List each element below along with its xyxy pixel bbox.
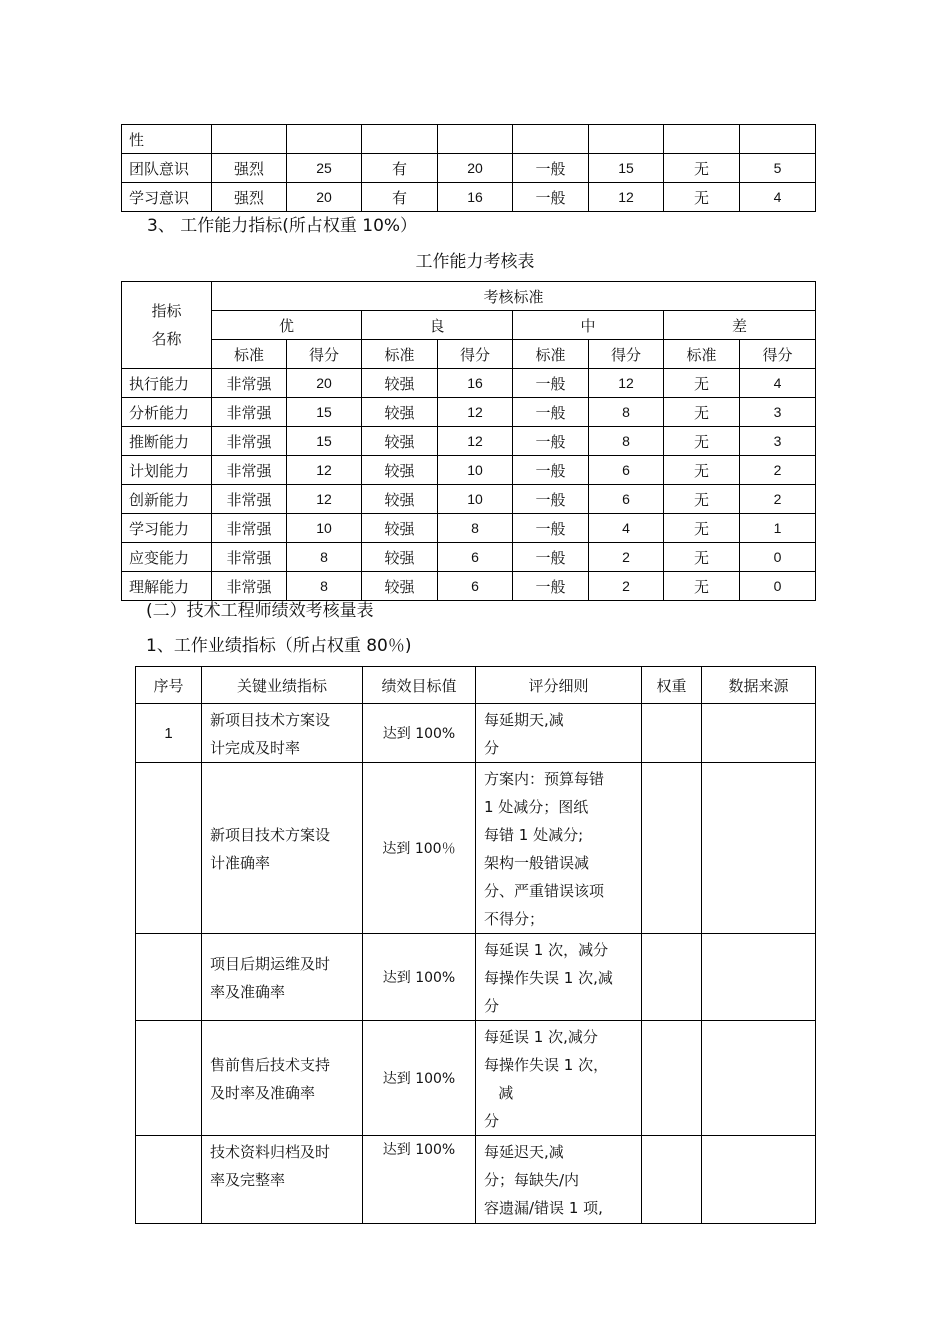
attitude-table-body (122, 125, 816, 212)
indicator-name-cell: 团队意识 (122, 154, 212, 183)
rule-text-line: 每操作失误 1 次， (484, 1056, 609, 1074)
score-cell: 25 (287, 154, 362, 183)
source-cell (702, 704, 816, 763)
row-number-cell (136, 1021, 202, 1136)
score-cell: 16 (438, 369, 513, 398)
score-cell: 20 (438, 154, 513, 183)
kpi-cell (202, 934, 363, 1021)
table-row (122, 154, 816, 183)
table-row (136, 763, 816, 934)
source-cell (702, 1021, 816, 1136)
score-cell: 3 (740, 398, 816, 427)
score-cell: 6 (438, 572, 513, 601)
subheader-standard: 标准 (362, 340, 438, 369)
ability-name-cell: 应变能力 (122, 543, 212, 572)
standard-cell: 较强 (362, 572, 438, 601)
subheader-standard: 标准 (513, 340, 589, 369)
standard-cell: 非常强 (212, 514, 287, 543)
rule-text-line: 每延误 1 次，减分 (484, 941, 609, 959)
standard-cell: 无 (664, 183, 740, 212)
kpi-text-line: 计完成及时率 (210, 739, 301, 757)
table-row (136, 1021, 816, 1136)
rule-text-line: 每错 1 处减分; (484, 826, 584, 844)
standard-cell: 较强 (362, 369, 438, 398)
table-row (122, 456, 816, 485)
subheader-score: 得分 (438, 340, 513, 369)
source-cell (702, 763, 816, 934)
ability-name-cell: 创新能力 (122, 485, 212, 514)
standard-cell: 一般 (513, 183, 589, 212)
ability-table-body (122, 369, 816, 601)
header-rules: 评分细则 (476, 667, 642, 704)
row-number-cell (136, 934, 202, 1021)
kpi-text-line: 技术资料归档及时 (210, 1143, 331, 1161)
rule-text-line: 分、严重错误该项 (484, 882, 605, 900)
kpi-cell (202, 1021, 363, 1136)
grade-medium-header: 中 (513, 311, 664, 340)
row-number-cell (136, 763, 202, 934)
score-cell (589, 125, 664, 154)
header-no: 序号 (136, 667, 202, 704)
standard-cell: 无 (664, 456, 740, 485)
ability-assessment-table (121, 281, 816, 601)
indicator-name-cell: 性 (122, 125, 212, 154)
score-cell: 15 (287, 398, 362, 427)
score-cell: 2 (589, 543, 664, 572)
standard-cell: 非常强 (212, 543, 287, 572)
ability-name-cell: 理解能力 (122, 572, 212, 601)
target-cell: 达到 100% (363, 934, 476, 1021)
standard-cell: 非常强 (212, 369, 287, 398)
score-cell: 0 (740, 572, 816, 601)
subheader-score: 得分 (287, 340, 362, 369)
standard-cell: 一般 (513, 427, 589, 456)
kpi-text-line: 及时率及准确率 (210, 1084, 316, 1102)
score-cell: 1 (740, 514, 816, 543)
kpi-text-line: 新项目技术方案设 (210, 711, 331, 729)
engineer-kpi-table (135, 666, 816, 1224)
kpi-text-line: 率及准确率 (210, 983, 286, 1001)
weight-cell (642, 763, 702, 934)
rule-text-line: 每延迟天,减 (484, 1143, 564, 1161)
source-cell (702, 1136, 816, 1224)
score-cell: 12 (589, 369, 664, 398)
indicator-name-header (122, 282, 212, 369)
indicator-header-line1: 指标 (151, 302, 182, 320)
source-cell (702, 934, 816, 1021)
table-row (136, 934, 816, 1021)
standard-cell: 一般 (513, 398, 589, 427)
rule-text-line: 不得分； (484, 910, 545, 928)
kpi-text-line: 项目后期运维及时 (210, 955, 331, 973)
work-performance-heading: 1、工作业绩指标（所占权重 80％) (146, 636, 412, 656)
rule-text-line: 1 处减分；图纸 (484, 798, 589, 816)
score-cell: 6 (589, 456, 664, 485)
header-source: 数据来源 (702, 667, 816, 704)
standard-cell: 无 (664, 369, 740, 398)
kpi-table-body (136, 704, 816, 1224)
score-cell: 4 (589, 514, 664, 543)
score-cell: 8 (287, 572, 362, 601)
standard-cell: 无 (664, 514, 740, 543)
score-cell: 2 (740, 456, 816, 485)
score-cell: 10 (287, 514, 362, 543)
rules-cell (476, 1021, 642, 1136)
rule-text-line: 分；每缺失/内 (484, 1171, 580, 1189)
rule-text-line: 每延期天,减 (484, 711, 564, 729)
standard-cell: 一般 (513, 572, 589, 601)
score-cell (287, 125, 362, 154)
kpi-text-line: 新项目技术方案设 (210, 826, 331, 844)
rule-text-line: 减 (484, 1084, 514, 1102)
score-cell: 12 (438, 398, 513, 427)
table-row (136, 704, 816, 763)
table-row (122, 427, 816, 456)
table-row (136, 1136, 816, 1224)
standard-cell: 非常强 (212, 485, 287, 514)
standard-cell: 非常强 (212, 427, 287, 456)
table-row (122, 183, 816, 212)
indicator-name-cell: 学习意识 (122, 183, 212, 212)
row-number-cell (136, 1136, 202, 1224)
standard-cell (362, 125, 438, 154)
rules-cell (476, 763, 642, 934)
score-cell: 4 (740, 369, 816, 398)
rule-text-line: 容遗漏/错误 1 项, (484, 1199, 603, 1217)
grade-good-header: 良 (362, 311, 513, 340)
score-cell: 4 (740, 183, 816, 212)
score-cell: 6 (589, 485, 664, 514)
subheader-score: 得分 (740, 340, 816, 369)
score-cell: 15 (589, 154, 664, 183)
score-cell: 5 (740, 154, 816, 183)
kpi-text-line: 售前售后技术支持 (210, 1056, 331, 1074)
rule-text-line: 分 (484, 997, 500, 1015)
score-cell: 6 (438, 543, 513, 572)
score-cell: 8 (438, 514, 513, 543)
score-cell (740, 125, 816, 154)
rule-text-line: 分 (484, 739, 500, 757)
standard-cell: 有 (362, 183, 438, 212)
rule-text-line: 架构一般错误减 (484, 854, 590, 872)
table-row (122, 125, 816, 154)
standard-cell: 非常强 (212, 572, 287, 601)
target-cell: 达到 100％ (363, 763, 476, 934)
target-cell: 达到 100% (363, 1021, 476, 1136)
subheader-standard: 标准 (212, 340, 287, 369)
table-row (122, 398, 816, 427)
score-cell (438, 125, 513, 154)
standard-cell: 一般 (513, 514, 589, 543)
standard-cell: 一般 (513, 456, 589, 485)
weight-cell (642, 934, 702, 1021)
score-cell: 15 (287, 427, 362, 456)
ability-table-title: 工作能力考核表 (415, 252, 535, 272)
score-cell: 8 (589, 398, 664, 427)
standard-cell (212, 125, 287, 154)
ability-name-cell: 执行能力 (122, 369, 212, 398)
rules-cell (476, 1136, 642, 1224)
grade-excellent-header: 优 (212, 311, 362, 340)
ability-name-cell: 计划能力 (122, 456, 212, 485)
standard-cell (513, 125, 589, 154)
section-3-heading: 3、 工作能力指标(所占权重 10%） (147, 216, 418, 236)
criteria-group-header: 考核标准 (212, 282, 816, 311)
grade-poor-header: 差 (664, 311, 816, 340)
table-row (122, 543, 816, 572)
attitude-table-continuation (121, 124, 816, 212)
score-cell: 20 (287, 369, 362, 398)
score-cell: 0 (740, 543, 816, 572)
kpi-text-line: 率及完整率 (210, 1171, 286, 1189)
target-cell: 达到 100% (363, 1136, 476, 1224)
standard-cell: 非常强 (212, 456, 287, 485)
rules-cell (476, 934, 642, 1021)
standard-cell: 较强 (362, 514, 438, 543)
standard-cell: 无 (664, 398, 740, 427)
standard-cell: 无 (664, 543, 740, 572)
standard-cell: 非常强 (212, 398, 287, 427)
subheader-score: 得分 (589, 340, 664, 369)
score-cell: 12 (287, 456, 362, 485)
standard-cell (664, 125, 740, 154)
standard-cell: 较强 (362, 427, 438, 456)
ability-name-cell: 分析能力 (122, 398, 212, 427)
kpi-cell (202, 763, 363, 934)
rule-text-line: 每操作失误 1 次,减 (484, 969, 613, 987)
score-cell: 12 (589, 183, 664, 212)
rule-text-line: 方案内：预算每错 (484, 770, 605, 788)
table-row (122, 485, 816, 514)
section-2-heading: (二）技术工程师绩效考核量表 (146, 601, 374, 621)
score-cell: 8 (287, 543, 362, 572)
score-cell: 20 (287, 183, 362, 212)
indicator-header-line2: 名称 (151, 330, 182, 348)
standard-cell: 一般 (513, 154, 589, 183)
standard-cell: 一般 (513, 369, 589, 398)
header-target: 绩效目标值 (363, 667, 476, 704)
standard-cell: 一般 (513, 485, 589, 514)
score-cell: 2 (740, 485, 816, 514)
ability-name-cell: 推断能力 (122, 427, 212, 456)
standard-cell: 强烈 (212, 183, 287, 212)
target-cell: 达到 100% (363, 704, 476, 763)
row-number-cell: 1 (136, 704, 202, 763)
standard-cell: 较强 (362, 543, 438, 572)
rules-cell (476, 704, 642, 763)
standard-cell: 较强 (362, 398, 438, 427)
table-row (122, 514, 816, 543)
standard-cell: 无 (664, 154, 740, 183)
standard-cell: 无 (664, 427, 740, 456)
rule-text-line: 每延误 1 次,减分 (484, 1028, 598, 1046)
ability-name-cell: 学习能力 (122, 514, 212, 543)
standard-cell: 无 (664, 572, 740, 601)
score-cell: 12 (287, 485, 362, 514)
score-cell: 12 (438, 427, 513, 456)
score-cell: 2 (589, 572, 664, 601)
kpi-text-line: 计准确率 (210, 854, 271, 872)
standard-cell: 有 (362, 154, 438, 183)
standard-cell: 强烈 (212, 154, 287, 183)
standard-cell: 较强 (362, 485, 438, 514)
rule-text-line: 分 (484, 1112, 500, 1130)
header-weight: 权重 (642, 667, 702, 704)
kpi-cell (202, 1136, 363, 1224)
score-cell: 3 (740, 427, 816, 456)
score-cell: 10 (438, 485, 513, 514)
subheader-standard: 标准 (664, 340, 740, 369)
weight-cell (642, 1021, 702, 1136)
standard-cell: 较强 (362, 456, 438, 485)
score-cell: 16 (438, 183, 513, 212)
standard-cell: 无 (664, 485, 740, 514)
table-row (122, 369, 816, 398)
standard-cell: 一般 (513, 543, 589, 572)
weight-cell (642, 704, 702, 763)
kpi-cell (202, 704, 363, 763)
score-cell: 10 (438, 456, 513, 485)
weight-cell (642, 1136, 702, 1224)
header-kpi: 关键业绩指标 (202, 667, 363, 704)
score-cell: 8 (589, 427, 664, 456)
